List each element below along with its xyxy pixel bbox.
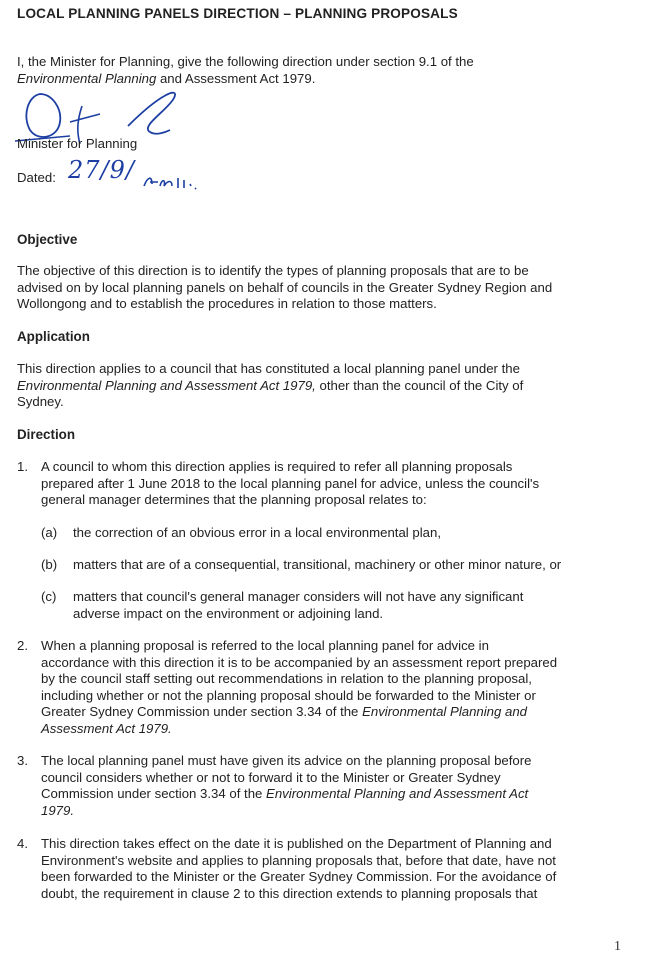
subclause-label: (c) xyxy=(41,589,57,604)
page-number: 1 xyxy=(614,939,621,954)
clause-line: When a planning proposal is referred to the local planning panel for advice in xyxy=(41,638,489,653)
clause-line: Assessment Act 1979. xyxy=(41,720,172,736)
application-paragraph xyxy=(17,361,632,411)
signature-caption: Minister for Planning xyxy=(17,136,138,151)
clause-line: general manager determines that the planning proposal relates to: xyxy=(41,492,427,508)
clause-4-text xyxy=(41,836,627,902)
objective-line: advised on by local planning panels on behalf of councils in the Greater Sydney Region and xyxy=(17,279,553,295)
clause-line: A council to whom this direction applies is required to refer all planning proposals xyxy=(41,459,513,474)
application-line: Environmental Planning and Assessment Act 1979, other than the council of the City of xyxy=(17,377,524,393)
clause-1-text xyxy=(41,459,627,509)
dated-handwritten: 27/9/ xyxy=(68,156,135,184)
clause-line: doubt, the requirement in clause 2 to this direction extends to planning proposals that xyxy=(41,885,538,901)
dated-label: Dated: xyxy=(17,170,56,185)
subclause-label: (b) xyxy=(41,557,58,572)
document-title: LOCAL PLANNING PANELS DIRECTION – PLANNING PROPOSALS xyxy=(17,6,458,21)
clause-line: Environment's website and applies to planning proposals that, before that date, have not xyxy=(41,852,556,868)
subclause-text: the correction of an obvious error in a local environmental plan, xyxy=(73,525,441,540)
objective-heading: Objective xyxy=(17,232,78,247)
clause-line: The local planning panel must have given its advice on the planning proposal before xyxy=(41,753,532,768)
clause-line: by the council staff setting out recommendations in relation to the planning proposal, xyxy=(41,671,532,687)
clause-line: prepared after 1 June 2018 to the local planning panel for advice, unless the council's xyxy=(41,475,540,491)
direction-heading: Direction xyxy=(17,427,76,442)
application-line: This direction applies to a council that has constituted a local planning panel under the xyxy=(17,361,520,376)
clause-line: 1979. xyxy=(41,802,75,818)
subclause-label: (a) xyxy=(41,525,58,540)
application-heading: Application xyxy=(17,329,90,344)
clause-3-text xyxy=(41,753,627,819)
application-line: Sydney. xyxy=(17,394,64,410)
intro-line-1: I, the Minister for Planning, give the following direction under section 9.1 of the xyxy=(17,54,474,69)
clause-line: been forwarded to the Minister or the Greater Sydney Commission. For the avoidance of xyxy=(41,869,557,885)
intro-line-2: Environmental Planning and Assessment Act 1979. xyxy=(17,70,316,86)
clause-line: council considers whether or not to forward it to the Minister or Greater Sydney xyxy=(41,769,501,785)
objective-line: The objective of this direction is to identify the types of planning proposals that are to be xyxy=(17,263,529,278)
clause-number: 2. xyxy=(17,638,28,653)
clause-number: 4. xyxy=(17,836,28,851)
objective-line: Wollongong and to establish the procedures in relation to those matters. xyxy=(17,296,437,312)
clause-number: 1. xyxy=(17,459,28,474)
clause-line: Commission under section 3.34 of the Environmental Planning and Assessment Act xyxy=(41,786,529,802)
clause-line: This direction takes effect on the date it is published on the Department of Planning and xyxy=(41,836,552,851)
subclause-line: matters that council's general manager considers will not have any significant xyxy=(73,589,524,604)
clause-line: accordance with this direction it is to be accompanied by an assessment report prepared xyxy=(41,654,558,670)
clause-2-text xyxy=(41,638,627,738)
clause-number: 3. xyxy=(17,753,28,768)
subclause-text: matters that are of a consequential, transitional, machinery or other minor nature, or xyxy=(73,557,562,572)
handwritten-year-scrawl xyxy=(142,170,198,192)
clause-line: Greater Sydney Commission under section 3.34 of the Environmental Planning and xyxy=(41,704,528,720)
objective-paragraph xyxy=(17,263,632,313)
subclause-text xyxy=(73,589,633,622)
subclause-line: adverse impact on the environment or adjoining land. xyxy=(73,605,384,621)
clause-line: including whether or not the planning proposal should be forwarded to the Minister or xyxy=(41,687,536,703)
intro-paragraph xyxy=(17,54,632,87)
